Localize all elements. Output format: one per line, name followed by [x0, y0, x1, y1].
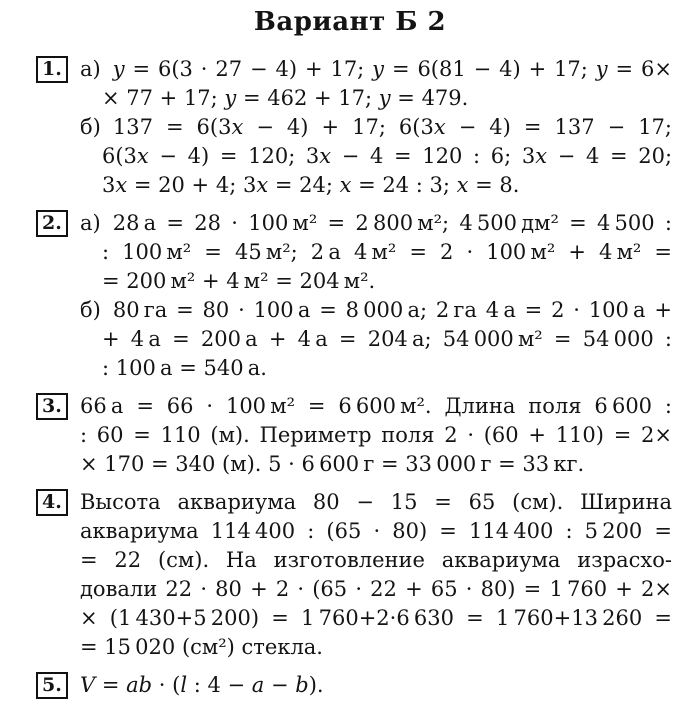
- solution-text: y = 6(3 · 27 − 4) + 17; y = 6(81 − 4) + 17; y = 6×: [112, 57, 672, 81]
- problem-1: [0, 55, 700, 200]
- solution-line: [80, 296, 672, 325]
- solution-text: 28 а = 28 · 100 м² = 2 800 м²; 4 500 дм² = 4 500 :: [112, 211, 672, 235]
- solution-line: [80, 604, 672, 633]
- problem-5: [0, 671, 700, 700]
- solution-line: [80, 55, 672, 84]
- solution-text: + 4 а = 200 а + 4 а = 204 а; 54 000 м² = 54 000 :: [102, 327, 672, 351]
- solution-line: [80, 209, 672, 238]
- problem-part-a: [80, 209, 672, 296]
- problem-number: 2.: [36, 210, 68, 237]
- solution-line: [102, 142, 672, 171]
- solution-text: V = ab · (l : 4 − a − b).: [80, 673, 324, 697]
- problem-part-a: [80, 55, 672, 113]
- problem-part-b: [80, 113, 672, 200]
- solution-text: Высота аквариума 80 − 15 = 65 (см). Ширина: [80, 490, 672, 514]
- solution-text: = 15 020 (см²) стекла.: [80, 635, 323, 659]
- problem-number: 1.: [36, 56, 68, 83]
- solution-text: × 77 + 17; y = 462 + 17; y = 479.: [102, 86, 469, 110]
- solution-text: : 100 а = 540 а.: [102, 356, 267, 380]
- solution-text: аквариума 114 400 : (65 · 80) = 114 400 : 5 200 =: [80, 519, 672, 543]
- part-marker: б): [80, 115, 101, 139]
- problem-body: [80, 392, 672, 479]
- solution-line: [80, 517, 672, 546]
- solution-line: [102, 238, 672, 267]
- problem-3: [0, 392, 700, 479]
- solution-text: 3x = 20 + 4; 3x = 24; x = 24 : 3; x = 8.: [102, 173, 520, 197]
- solution-text: : 60 = 110 (м). Периметр поля 2 · (60 + 110) = 2×: [80, 423, 672, 447]
- solution-text: 66 а = 66 · 100 м² = 6 600 м². Длина поля 6 600 :: [80, 394, 672, 418]
- solution-line: [80, 113, 672, 142]
- part-marker: б): [80, 298, 101, 322]
- problem-body: [80, 671, 672, 700]
- problem-4: [0, 488, 700, 662]
- solution-text: = 22 (см). На изготовление аквариума израсхо-: [80, 548, 672, 572]
- solution-line: [80, 450, 672, 479]
- problem-2: [0, 209, 700, 383]
- solution-text: 137 = 6(3x − 4) + 17; 6(3x − 4) = 137 − 17;: [112, 115, 672, 139]
- solution-line: [102, 171, 672, 200]
- solution-text: × (1 430+5 200) = 1 760+2·6 630 = 1 760+13 260 =: [80, 606, 672, 630]
- problem-part-b: [80, 296, 672, 383]
- solution-line: [80, 546, 672, 575]
- solution-text: × 170 = 340 (м). 5 · 6 600 г = 33 000 г = 33 кг.: [80, 452, 585, 476]
- solution-line: [102, 354, 672, 383]
- problem-number: 5.: [36, 672, 68, 699]
- solution-line: [102, 325, 672, 354]
- problem-body: [80, 488, 672, 662]
- page-title: Вариант Б 2: [253, 7, 447, 37]
- solution-text: довали 22 · 80 + 2 · (65 · 22 + 65 · 80) = 1 760 + 2×: [80, 577, 672, 601]
- problem-number: 4.: [36, 489, 68, 516]
- solution-line: [102, 84, 672, 113]
- solution-line: [80, 671, 672, 700]
- solution-text: 80 га = 80 · 100 а = 8 000 а; 2 га 4 а = 2 · 100 а +: [112, 298, 672, 322]
- solution-text: = 200 м² + 4 м² = 204 м².: [102, 269, 376, 293]
- solution-line: [80, 575, 672, 604]
- solution-line: [80, 392, 672, 421]
- part-marker: а): [80, 57, 101, 81]
- solution-line: [80, 421, 672, 450]
- problem-number: 3.: [36, 393, 68, 420]
- part-marker: а): [80, 211, 101, 235]
- solution-line: [80, 488, 672, 517]
- solution-line: [102, 267, 672, 296]
- solution-line: [80, 633, 672, 662]
- solution-text: 6(3x − 4) = 120; 3x − 4 = 120 : 6; 3x − 4 = 20;: [102, 144, 672, 168]
- solution-text: : 100 м² = 45 м²; 2 а 4 м² = 2 · 100 м² + 4 м² =: [102, 240, 672, 264]
